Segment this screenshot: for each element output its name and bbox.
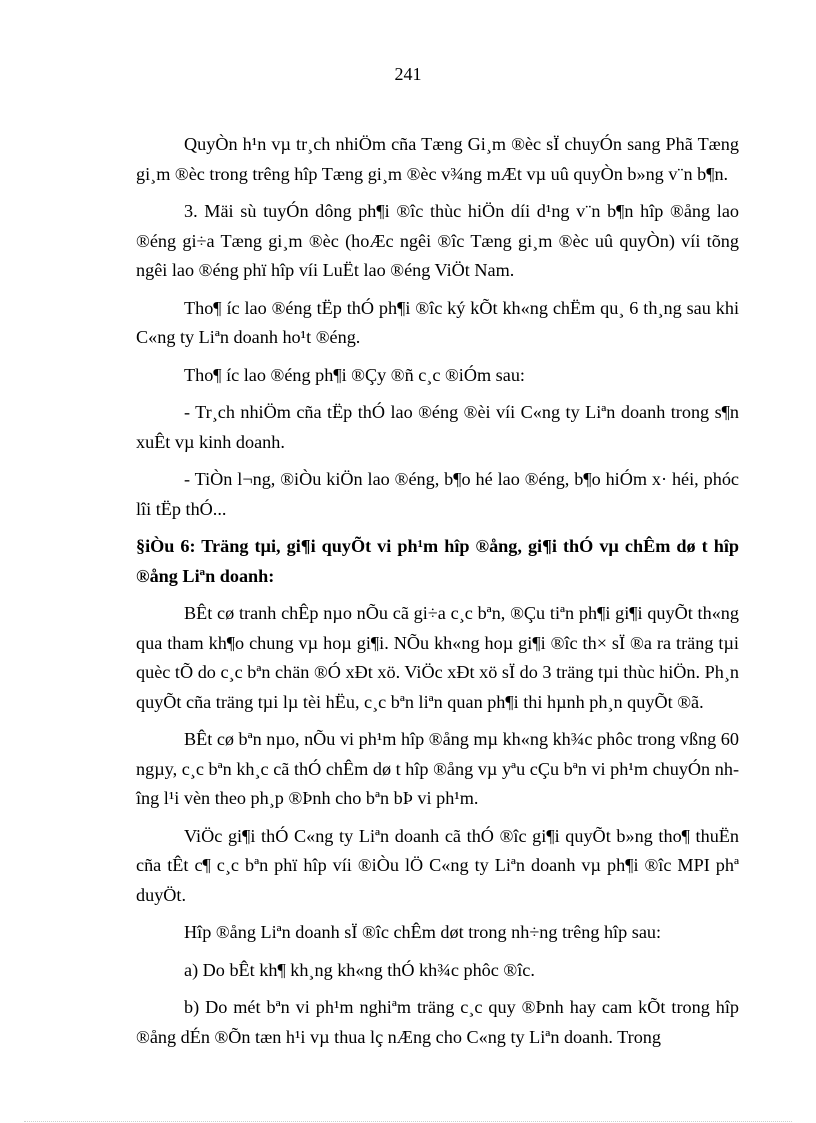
- paragraph-recruitment: 3. Mäi sù tuyÓn dông ph¶i ®îc thùc hiÖn díi d¹ng v¨n b¶n hîp ®ång lao ®éng gi÷a Tæng gi¸m ®èc (hoÆc ngêi ®îc Tæng gi¸m ®èc uû quyÒn) víi tõng ngêi lao ®éng phï hîp víi LuËt lao ®éng ViÖt Nam.: [136, 201, 739, 280]
- paragraph-collective-agreement: Tho¶ íc lao ®éng tËp thÓ ph¶i ®îc ký kÕt kh«ng chËm qu¸ 6 th¸ng sau khi C«ng ty Liªn doanh ho¹t ®éng.: [136, 297, 739, 347]
- page-number: 241: [394, 64, 422, 84]
- paragraph-agreement-contents: Tho¶ íc lao ®éng ph¶i ®Çy ®ñ c¸c ®iÓm sau:: [184, 364, 525, 385]
- paragraph-authority-transfer: QuyÒn h¹n vµ tr¸ch nhiÖm cña Tæng Gi¸m ®èc sÏ chuyÓn sang Phã Tæng gi¸m ®èc trong trêng hîp Tæng gi¸m ®èc v¾ng mÆt vµ uû quyÒn b»ng v¨n b¶n.: [136, 134, 739, 184]
- list-item-force-majeure: a) Do bÊt kh¶ kh¸ng kh«ng thÓ kh¾c phôc ®îc.: [184, 959, 535, 980]
- paragraph-dissolution: ViÖc gi¶i thÓ C«ng ty Liªn doanh cã thÓ ®îc gi¶i quyÕt b»ng tho¶ thuËn cña tÊt c¶ c¸c bªn phï hîp víi ®iÒu lÖ C«ng ty Liªn doanh vµ ph¶i ®îc MPI phª duyÖt.: [136, 825, 739, 905]
- paragraph-termination-cases: Hîp ®ång Liªn doanh sÏ ®îc chÊm døt trong nh÷ng trêng hîp sau:: [184, 922, 662, 942]
- page-bottom-divider: [24, 1121, 792, 1122]
- list-item-responsibility: - Tr¸ch nhiÖm cña tËp thÓ lao ®éng ®èi víi C«ng ty Liªn doanh trong s¶n xuÊt vµ kinh doanh.: [136, 402, 739, 452]
- document-body: [136, 130, 739, 1060]
- article-6-heading: §iÒu 6: Träng tµi, gi¶i quyÕt vi ph¹m hîp ®ång, gi¶i thÓ vµ chÊm dø t hîp ®ång Liªn doanh:: [136, 536, 739, 586]
- list-item-serious-violation: b) Do mét bªn vi ph¹m nghiªm träng c¸c quy ®Þnh hay cam kÕt trong hîp ®ång dÉn ®Õn tæn h¹i vµ thua lç nÆng cho C«ng ty Liªn doanh. Trong: [136, 997, 739, 1047]
- paragraph-disputes: BÊt cø tranh chÊp nµo nÕu cã gi÷a c¸c bªn, ®Çu tiªn ph¶i gi¶i quyÕt th«ng qua tham kh¶o chung vµ hoµ gi¶i. NÕu kh«ng hoµ gi¶i ®îc th× sÏ ®a ra träng tµi quèc tÕ do c¸c bªn chän ®Ó xÐt xö. ViÖc xÐt xö sÏ do 3 träng tµi thùc hiÖn. Ph¸n quyÕt cña träng tµi lµ tèi hËu, c¸c bªn liªn quan ph¶i thi hµnh ph¸n quyÕt ®ã.: [136, 603, 739, 712]
- paragraph-breach: BÊt cø bªn nµo, nÕu vi ph¹m hîp ®ång mµ kh«ng kh¾c phôc trong vßng 60 ngµy, c¸c bªn kh¸c cã thÓ chÊm dø t hîp ®ång vµ yªu cÇu bªn vi ph¹m chuyÓn nhîng l¹i vèn theo ph¸p ®Þnh cho bªn bÞ vi ph¹m.: [136, 729, 739, 808]
- list-item-wages: - TiÒn l¬ng, ®iÒu kiÖn lao ®éng, b¶o hé lao ®éng, b¶o hiÓm x· héi, phóc lîi tËp thÓ...: [136, 469, 739, 519]
